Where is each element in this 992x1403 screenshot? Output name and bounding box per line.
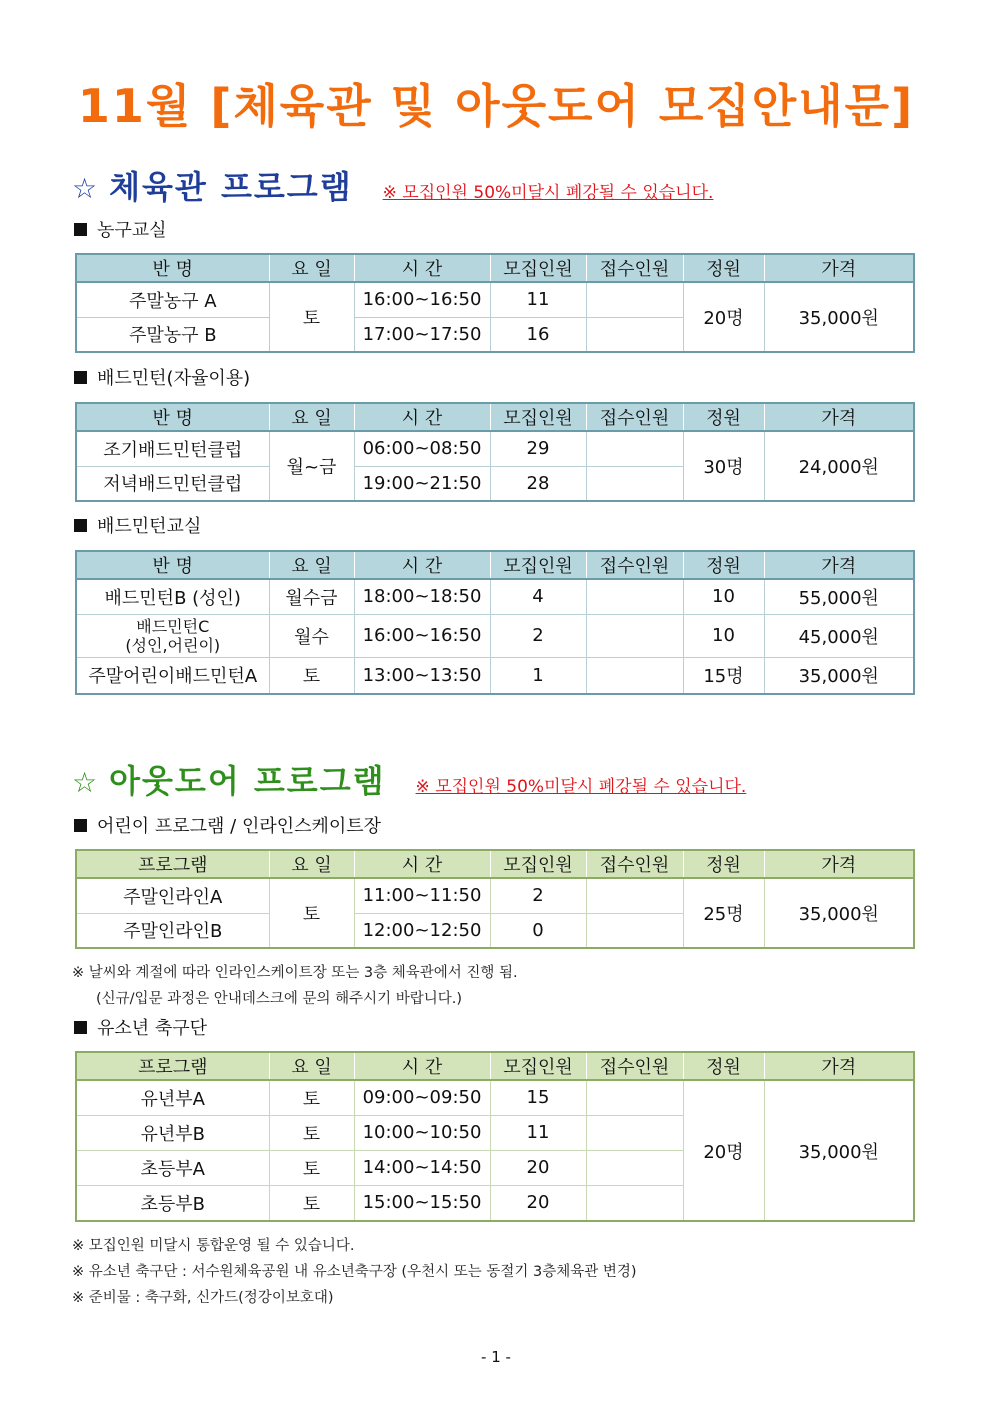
column-header: 가격 bbox=[764, 403, 914, 431]
class-time: 09:00~09:50 bbox=[354, 1080, 490, 1115]
recruit-count: 20 bbox=[490, 1150, 586, 1185]
class-time: 19:00~21:50 bbox=[354, 466, 490, 501]
program-name: 초등부A bbox=[76, 1150, 269, 1185]
column-header: 정원 bbox=[683, 551, 764, 579]
received-count bbox=[586, 913, 683, 948]
capacity: 20명 bbox=[683, 282, 764, 352]
column-header: 가격 bbox=[764, 850, 914, 878]
column-header: 반 명 bbox=[76, 403, 269, 431]
recruit-count: 11 bbox=[490, 282, 586, 317]
class-name: 저녁배드민턴클럽 bbox=[76, 466, 269, 501]
class-day: 월수 bbox=[269, 614, 354, 657]
received-count bbox=[586, 1080, 683, 1115]
program-name: 주말인라인B bbox=[76, 913, 269, 948]
recruit-count: 29 bbox=[490, 431, 586, 466]
table-header-row bbox=[76, 850, 914, 878]
column-header: 시 간 bbox=[354, 403, 490, 431]
badminton-free-subtitle-text: 배드민턴(자율이용) bbox=[97, 368, 251, 389]
class-day: 토 bbox=[269, 282, 354, 352]
capacity: 10 bbox=[683, 614, 764, 657]
square-bullet-icon bbox=[74, 223, 87, 236]
price: 35,000원 bbox=[764, 657, 914, 694]
received-count bbox=[586, 614, 683, 657]
column-header: 접수인원 bbox=[586, 551, 683, 579]
column-header: 접수인원 bbox=[586, 403, 683, 431]
table-row bbox=[76, 431, 914, 466]
class-time: 13:00~13:50 bbox=[354, 657, 490, 694]
column-header: 정원 bbox=[683, 1052, 764, 1080]
soccer-note: ※ 모집인원 미달시 통합운영 될 수 있습니다. bbox=[72, 1238, 355, 1254]
class-name-line: (성인,어린이) bbox=[125, 635, 221, 655]
price: 35,000원 bbox=[764, 878, 914, 948]
basketball-subtitle-text: 농구교실 bbox=[97, 220, 167, 241]
program-name: 초등부B bbox=[76, 1185, 269, 1221]
table-row bbox=[76, 614, 914, 657]
class-day: 토 bbox=[269, 1150, 354, 1185]
page-number: - 1 - bbox=[481, 1348, 511, 1366]
column-header: 접수인원 bbox=[586, 1052, 683, 1080]
column-header: 모집인원 bbox=[490, 254, 586, 282]
recruit-count: 28 bbox=[490, 466, 586, 501]
column-header: 접수인원 bbox=[586, 254, 683, 282]
column-header: 반 명 bbox=[76, 551, 269, 579]
page-title: 11월 [체육관 및 아웃도어 모집안내문] bbox=[77, 79, 915, 133]
badminton-class-table bbox=[75, 550, 915, 695]
class-day: 토 bbox=[269, 1185, 354, 1221]
table-header-row bbox=[76, 403, 914, 431]
square-bullet-icon bbox=[74, 1021, 87, 1034]
column-header: 정원 bbox=[683, 403, 764, 431]
soccer-note: ※ 유소년 축구단 : 서수원체육공원 내 유소년축구장 (우천시 또는 동절기 3층체육관 변경) bbox=[72, 1264, 637, 1280]
star-icon: ☆ bbox=[72, 172, 98, 205]
star-icon: ☆ bbox=[72, 766, 98, 799]
column-header: 프로그램 bbox=[76, 1052, 269, 1080]
gym-section-heading bbox=[72, 162, 713, 208]
class-time: 15:00~15:50 bbox=[354, 1185, 490, 1221]
class-day: 토 bbox=[269, 1115, 354, 1150]
table-row bbox=[76, 878, 914, 913]
table-row bbox=[76, 657, 914, 694]
column-header: 요 일 bbox=[269, 551, 354, 579]
recruit-count: 15 bbox=[490, 1080, 586, 1115]
column-header: 접수인원 bbox=[586, 850, 683, 878]
square-bullet-icon bbox=[74, 819, 87, 832]
recruit-count: 16 bbox=[490, 317, 586, 352]
inline-table bbox=[75, 849, 915, 949]
price: 35,000원 bbox=[764, 282, 914, 352]
received-count bbox=[586, 579, 683, 614]
received-count bbox=[586, 466, 683, 501]
column-header: 반 명 bbox=[76, 254, 269, 282]
table-header-row bbox=[76, 551, 914, 579]
recruit-count: 20 bbox=[490, 1185, 586, 1221]
table-row bbox=[76, 282, 914, 317]
received-count bbox=[586, 282, 683, 317]
column-header: 가격 bbox=[764, 254, 914, 282]
received-count bbox=[586, 1150, 683, 1185]
soccer-subtitle bbox=[74, 1014, 207, 1040]
received-count bbox=[586, 878, 683, 913]
column-header: 정원 bbox=[683, 850, 764, 878]
column-header: 시 간 bbox=[354, 551, 490, 579]
recruit-count: 1 bbox=[490, 657, 586, 694]
class-name: 주말어린이배드민턴A bbox=[76, 657, 269, 694]
badminton-class-subtitle-text: 배드민턴교실 bbox=[97, 516, 202, 537]
class-name: 배드민턴B (성인) bbox=[76, 579, 269, 614]
column-header: 시 간 bbox=[354, 850, 490, 878]
class-name: 주말농구 A bbox=[76, 282, 269, 317]
column-header: 모집인원 bbox=[490, 850, 586, 878]
class-time: 17:00~17:50 bbox=[354, 317, 490, 352]
recruit-count: 2 bbox=[490, 878, 586, 913]
column-header: 가격 bbox=[764, 551, 914, 579]
class-name: 조기배드민턴클럽 bbox=[76, 431, 269, 466]
soccer-table bbox=[75, 1051, 915, 1222]
soccer-subtitle-text: 유소년 축구단 bbox=[97, 1018, 208, 1039]
program-name: 유년부A bbox=[76, 1080, 269, 1115]
column-header: 모집인원 bbox=[490, 551, 586, 579]
class-day: 토 bbox=[269, 1080, 354, 1115]
outdoor-warning: ※ 모집인원 50%미달시 폐강될 수 있습니다. bbox=[415, 777, 747, 797]
inline-note: (신규/입문 과정은 안내데스크에 문의 해주시기 바랍니다.) bbox=[96, 991, 463, 1007]
column-header: 요 일 bbox=[269, 254, 354, 282]
column-header: 시 간 bbox=[354, 1052, 490, 1080]
received-count bbox=[586, 317, 683, 352]
column-header: 시 간 bbox=[354, 254, 490, 282]
class-day: 월수금 bbox=[269, 579, 354, 614]
class-day: 토 bbox=[269, 657, 354, 694]
program-name: 유년부B bbox=[76, 1115, 269, 1150]
class-time: 16:00~16:50 bbox=[354, 614, 490, 657]
capacity: 30명 bbox=[683, 431, 764, 501]
table-header-row bbox=[76, 254, 914, 282]
recruit-count: 0 bbox=[490, 913, 586, 948]
column-header: 모집인원 bbox=[490, 1052, 586, 1080]
badminton-free-subtitle bbox=[74, 364, 250, 390]
table-row bbox=[76, 579, 914, 614]
class-name-line: 배드민턴C bbox=[136, 616, 210, 636]
price: 24,000원 bbox=[764, 431, 914, 501]
price: 55,000원 bbox=[764, 579, 914, 614]
capacity: 20명 bbox=[683, 1080, 764, 1221]
price: 45,000원 bbox=[764, 614, 914, 657]
class-time: 18:00~18:50 bbox=[354, 579, 490, 614]
class-time: 10:00~10:50 bbox=[354, 1115, 490, 1150]
class-day: 토 bbox=[269, 878, 354, 948]
badminton-class-subtitle bbox=[74, 512, 201, 538]
column-header: 프로그램 bbox=[76, 850, 269, 878]
square-bullet-icon bbox=[74, 519, 87, 532]
inline-note: ※ 날씨와 계절에 따라 인라인스케이트장 또는 3층 체육관에서 진행 됨. bbox=[72, 965, 518, 981]
recruit-count: 4 bbox=[490, 579, 586, 614]
outdoor-section-heading bbox=[72, 756, 746, 802]
table-header-row bbox=[76, 1052, 914, 1080]
capacity: 15명 bbox=[683, 657, 764, 694]
class-name bbox=[76, 614, 269, 657]
class-time: 12:00~12:50 bbox=[354, 913, 490, 948]
received-count bbox=[586, 1185, 683, 1221]
column-header: 요 일 bbox=[269, 850, 354, 878]
class-day: 월~금 bbox=[269, 431, 354, 501]
recruit-count: 2 bbox=[490, 614, 586, 657]
gym-heading-label: 체육관 프로그램 bbox=[109, 168, 353, 206]
class-time: 06:00~08:50 bbox=[354, 431, 490, 466]
inline-subtitle-text: 어린이 프로그램 / 인라인스케이트장 bbox=[97, 816, 382, 837]
column-header: 모집인원 bbox=[490, 403, 586, 431]
capacity: 25명 bbox=[683, 878, 764, 948]
received-count bbox=[586, 1115, 683, 1150]
basketball-table bbox=[75, 253, 915, 353]
gym-warning: ※ 모집인원 50%미달시 폐강될 수 있습니다. bbox=[382, 183, 714, 203]
outdoor-heading-label: 아웃도어 프로그램 bbox=[109, 762, 386, 800]
class-name: 주말농구 B bbox=[76, 317, 269, 352]
column-header: 가격 bbox=[764, 1052, 914, 1080]
table-row bbox=[76, 1080, 914, 1115]
class-time: 14:00~14:50 bbox=[354, 1150, 490, 1185]
received-count bbox=[586, 657, 683, 694]
capacity: 10 bbox=[683, 579, 764, 614]
soccer-note: ※ 준비물 : 축구화, 신가드(정강이보호대) bbox=[72, 1290, 334, 1306]
recruit-count: 11 bbox=[490, 1115, 586, 1150]
class-time: 16:00~16:50 bbox=[354, 282, 490, 317]
badminton-free-table bbox=[75, 402, 915, 502]
column-header: 요 일 bbox=[269, 1052, 354, 1080]
price: 35,000원 bbox=[764, 1080, 914, 1221]
received-count bbox=[586, 431, 683, 466]
column-header: 요 일 bbox=[269, 403, 354, 431]
inline-subtitle bbox=[74, 812, 381, 838]
class-time: 11:00~11:50 bbox=[354, 878, 490, 913]
program-name: 주말인라인A bbox=[76, 878, 269, 913]
column-header: 정원 bbox=[683, 254, 764, 282]
basketball-subtitle bbox=[74, 216, 167, 242]
square-bullet-icon bbox=[74, 371, 87, 384]
